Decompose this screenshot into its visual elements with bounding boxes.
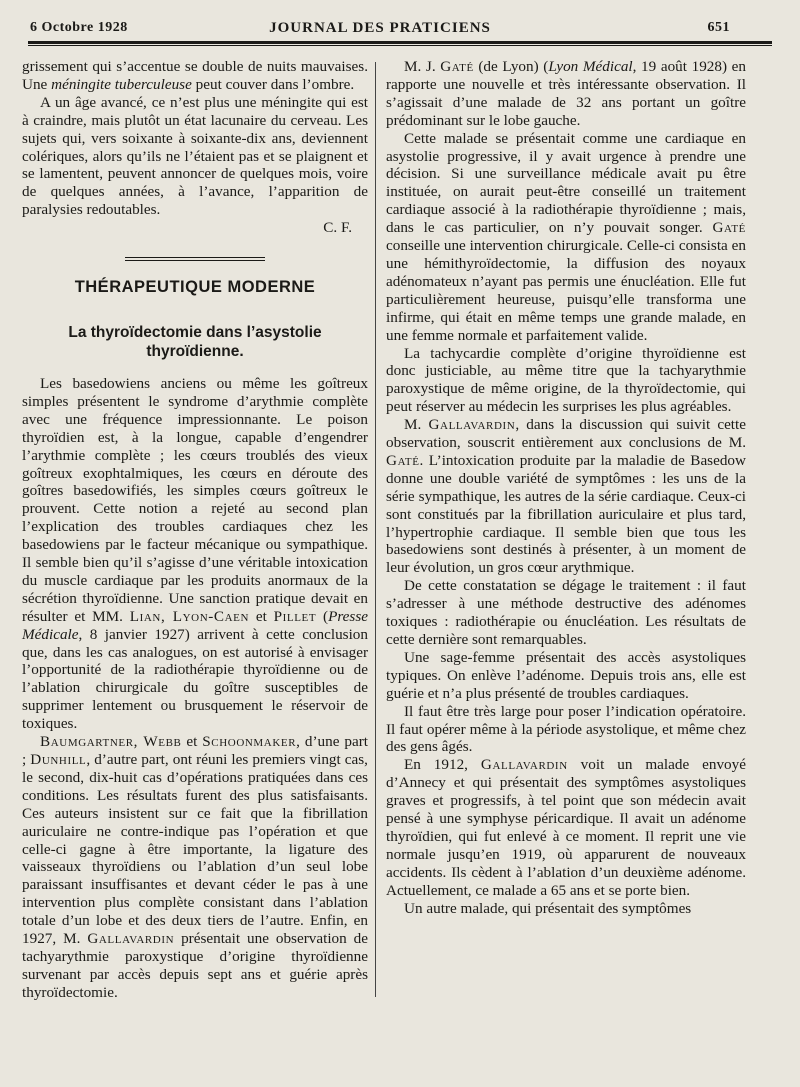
right-column (386, 58, 746, 918)
header-rule-thin (28, 45, 772, 46)
header-date: 6 Octobre 1928 (30, 20, 128, 35)
paragraph: grissement qui s’accentue se double de nuits mauvaises. Une méningite tuberculeuse peut couver dans l’ombre. (22, 58, 368, 93)
left-column (22, 58, 368, 1002)
paragraph: M. J. Gaté (de Lyon) (Lyon Médical, 19 août 1928) en rapporte une nouvelle et très intéressante observation. Il s’agissait d’une malade de 32 ans portant un goître prédominant sur le lobe gauche. (386, 58, 746, 129)
page-number: 651 (707, 20, 730, 35)
paragraph: M. Gallavardin, dans la discussion qui suivit cette observation, souscrit entièrement aux conclusions de M. Gaté. L’intoxication produite par la maladie de Basedow donne une double variété de symptômes : les uns de la série sympathique, les autres de la série cardiaque. Ceux-ci sont constitués par la fibrillation auriculaire et plus tard, l’hypertrophie cardiaque. Il semble bien que tous les basedowiens sont destinés à présenter, à un moment de leur évolution, un gros cœur arythmique. (386, 416, 746, 577)
paragraph: Baumgartner, Webb et Schoonmaker, d’une part ; Dunhill, d’autre part, ont réuni les premiers vingt cas, le second, dix-huit cas d’opérations pratiquées dans ces conditions. Les résultats furent des plus satisfaisants. Ces auteurs insistent sur ce fait que la fibrillation auriculaire ne contre-indique pas l’opération et que celle-ci gagne à être importante, la ligature des vaisseaux thyroïdiens ou l’ablation d’un seul lobe paraissant insuffisantes et devant céder le pas à une intervention plus complète consistant dans l’ablation totale d’un lobe et des deux tiers de l’autre. Enfin, en 1927, M. Gallavardin présentait une observation de tachyarythmie paroxystique d’origine thyroïdienne survenant par accès depuis sept ans et guérie après thyroïdectomie. (22, 733, 368, 1001)
paragraph: Cette malade se présentait comme une cardiaque en asystolie progressive, il y avait urgence à prendre une décision. Si une surveillance médicale avait pu être instituée, on aurait peut-être conseillé un traitement cardiaque associé à la radiothérapie thyroïdienne ; mais, dans le cas particulier, on n’y pouvait songer. Gaté conseille une intervention chirurgicale. Celle-ci consista en une hémithyroïdectomie, la diffusion des noyaux adénomateux n’ayant pas permis une énucléation. Elle fut particulièrement heureuse, puisqu’elle transforma une infirme, qui était en même temps une grande malade, en une femme normale et parfaitement valide. (386, 129, 746, 344)
paragraph: En 1912, Gallavardin voit un malade envoyé d’Annecy et qui présentait des symptômes asystoliques graves et progressifs, à tel point que son médecin avait pensé à une symphyse péricardique. Il avait un adénome thyroïdien, qui fut enlevé à ce moment. Il reprit une vie normale jusqu’en 1919, où apparurent de nouveaux accidents. Ils cèdent à l’ablation d’un deuxième adénome. Actuellement, ce malade a 65 ans et se porte bien. (386, 756, 746, 899)
paragraph: Il faut être très large pour poser l’indication opératoire. Il faut opérer même à la période asystolique, et même chez des gens âgés. (386, 702, 746, 756)
paragraph: La tachycardie complète d’origine thyroïdienne est donc justiciable, au même titre que la tachyarythmie paroxystique de même origine, de la thyroïdectomie, qui peut réserver au médecin les surprises les plus agréables. (386, 344, 746, 416)
signature-line (22, 219, 368, 237)
header-rule (28, 41, 772, 44)
section-separator (125, 257, 265, 261)
paragraph: A un âge avancé, ce n’est plus une méningite qui est à craindre, mais plutôt un état lacunaire du cerveau. Les sujets qui, vers soixante à soixante-dix ans, deviennent colériques, alors qu’ils ne l’étaient pas et se plaignent et se lamentent, peuvent annoncer de quelques mois, voire de quelques années, à l’avance, l’apparition de paralysies redoutables. (22, 93, 368, 219)
paragraph: Un autre malade, qui présentait des symptômes (404, 899, 692, 917)
section-title: THÉRAPEUTIQUE MODERNE (74, 278, 316, 297)
paragraph: Les basedowiens anciens ou même les goîtreux simples présentent le syndrome d’arythmie complète avec une fréquence impressionnante. Le poison thyroïdien est, à la longue, capable d’engendrer l’arythmie complète ; les cœurs troublés des vieux goîtreux exophtalmiques, les cœurs en déroute des goîtres basedowifiés, les simples cœurs goîtreux le prouvent. Cette notion a rejeté au second plan l’explication des troubles cardiaques chez les basedowiens par le facteur mécanique ou sympathique. Il semble bien qu’il s’agisse d’une véritable intoxication du muscle cardiaque par les produits anormaux de la sécrétion thyroïdienne. Une sanction pratique devait en résulter et MM. Lian, Lyon-Caen et Pillet (Presse Médicale, 8 janvier 1927) arrivent à cette conclusion que, dans les cas analogues, on est autorisé à envisager l’opportunité de la radiothérapie thyroïdienne ou de l’ablation chirurgicale du goître susceptibles de supprimer lentement ou brusquement le réservoir de toxiques. (22, 374, 368, 733)
column-divider (375, 62, 376, 997)
article-title: La thyroïdectomie dans l’asystolie thyroïdienne. (68, 323, 322, 360)
paragraph: De cette constatation se dégage le traitement : il faut s’adresser à une méthode destructive des adénomes toxiques : radiothérapie ou énucléation. Les résultats de cette dernière sont remarquables. (386, 577, 746, 648)
paragraph: Une sage-femme présentait des accès asystoliques typiques. On enlève l’adénome. Depuis trois ans, elle est guérie et n’a plus présenté de troubles cardiaques. (386, 648, 746, 702)
running-header (30, 20, 730, 42)
journal-title: JOURNAL DES PRATICIENS (269, 20, 491, 36)
signature: C. F. (323, 219, 352, 237)
